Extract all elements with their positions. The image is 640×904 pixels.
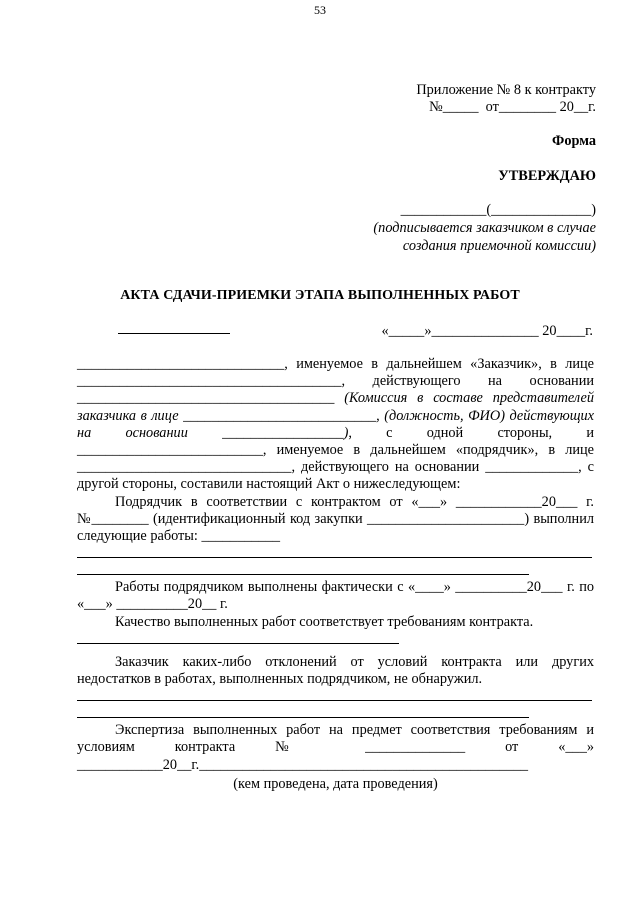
parties-text: _____________________________, именуемое в дальнейшем «Заказчик», в лице _____________________________________, действующего на основании ____________________________________ [77,356,594,407]
signature-note-line-1: (подписывается заказчиком в случае [373,220,596,236]
contract-works-paragraph: Подрядчик в соответствии с контрактом от «___» ____________20___ г. №________ (идентификационный код закупки ______________________) выполнил следующие работы: ___________ [77,493,594,545]
expertise-caption: (кем проведена, дата проведения) [233,775,438,792]
blank-line [77,688,592,701]
form-label: Форма [552,133,596,149]
blank-line [77,562,529,575]
document-date: «_____»_______________ 20____г. [381,323,593,339]
approval-heading: УТВЕРЖДАЮ [498,168,596,184]
signature-line: ____________(______________) [400,202,596,218]
work-period-paragraph: Работы подрядчиком выполнены фактически с «____» __________20___ г. по «___» __________20__ г. [77,579,594,613]
deviations-paragraph: Заказчик каких-либо отклонений от условий контракта или других недостатков в работах, выполненных подрядчиком, не обнаружил. [77,653,594,688]
commission-text: (Комиссия в составе представителей заказчика в лице ___________________________, (должность, ФИО) действующих на основании _________________) [77,390,594,441]
act-body [77,356,594,793]
quality-paragraph: Качество выполненных работ соответствует требованиям контракта. [115,613,534,630]
appendix-label: Приложение № 8 к контракту [416,82,596,98]
expertise-paragraph: Экспертиза выполненных работ на предмет соответствия требованиям и условиям контракта № ______________ от «___» ____________20__г.______________________________________________ [77,722,594,773]
document-title: АКТА СДАЧИ-ПРИЕМКИ ЭТАПА ВЫПОЛНЕННЫХ РАБОТ [120,288,520,303]
blank-line [77,705,529,718]
parties-text-rest: , с одной стороны, и __________________________, именуемое в дальнейшем «подрядчик», в лице ______________________________, действующего на основании _____________, с другой стороны, составили настоящий Акт о нижеследующем: [77,424,594,493]
page-number: 53 [314,3,326,17]
parties-paragraph [77,356,594,494]
signature-note-line-2: создания приемочной комиссии) [402,238,596,254]
blank-line [77,545,592,558]
contract-reference: №_____ от________ 20__г. [429,99,596,115]
blank-line [77,631,399,644]
signature-note [373,219,596,255]
place-blank-line [118,333,230,334]
